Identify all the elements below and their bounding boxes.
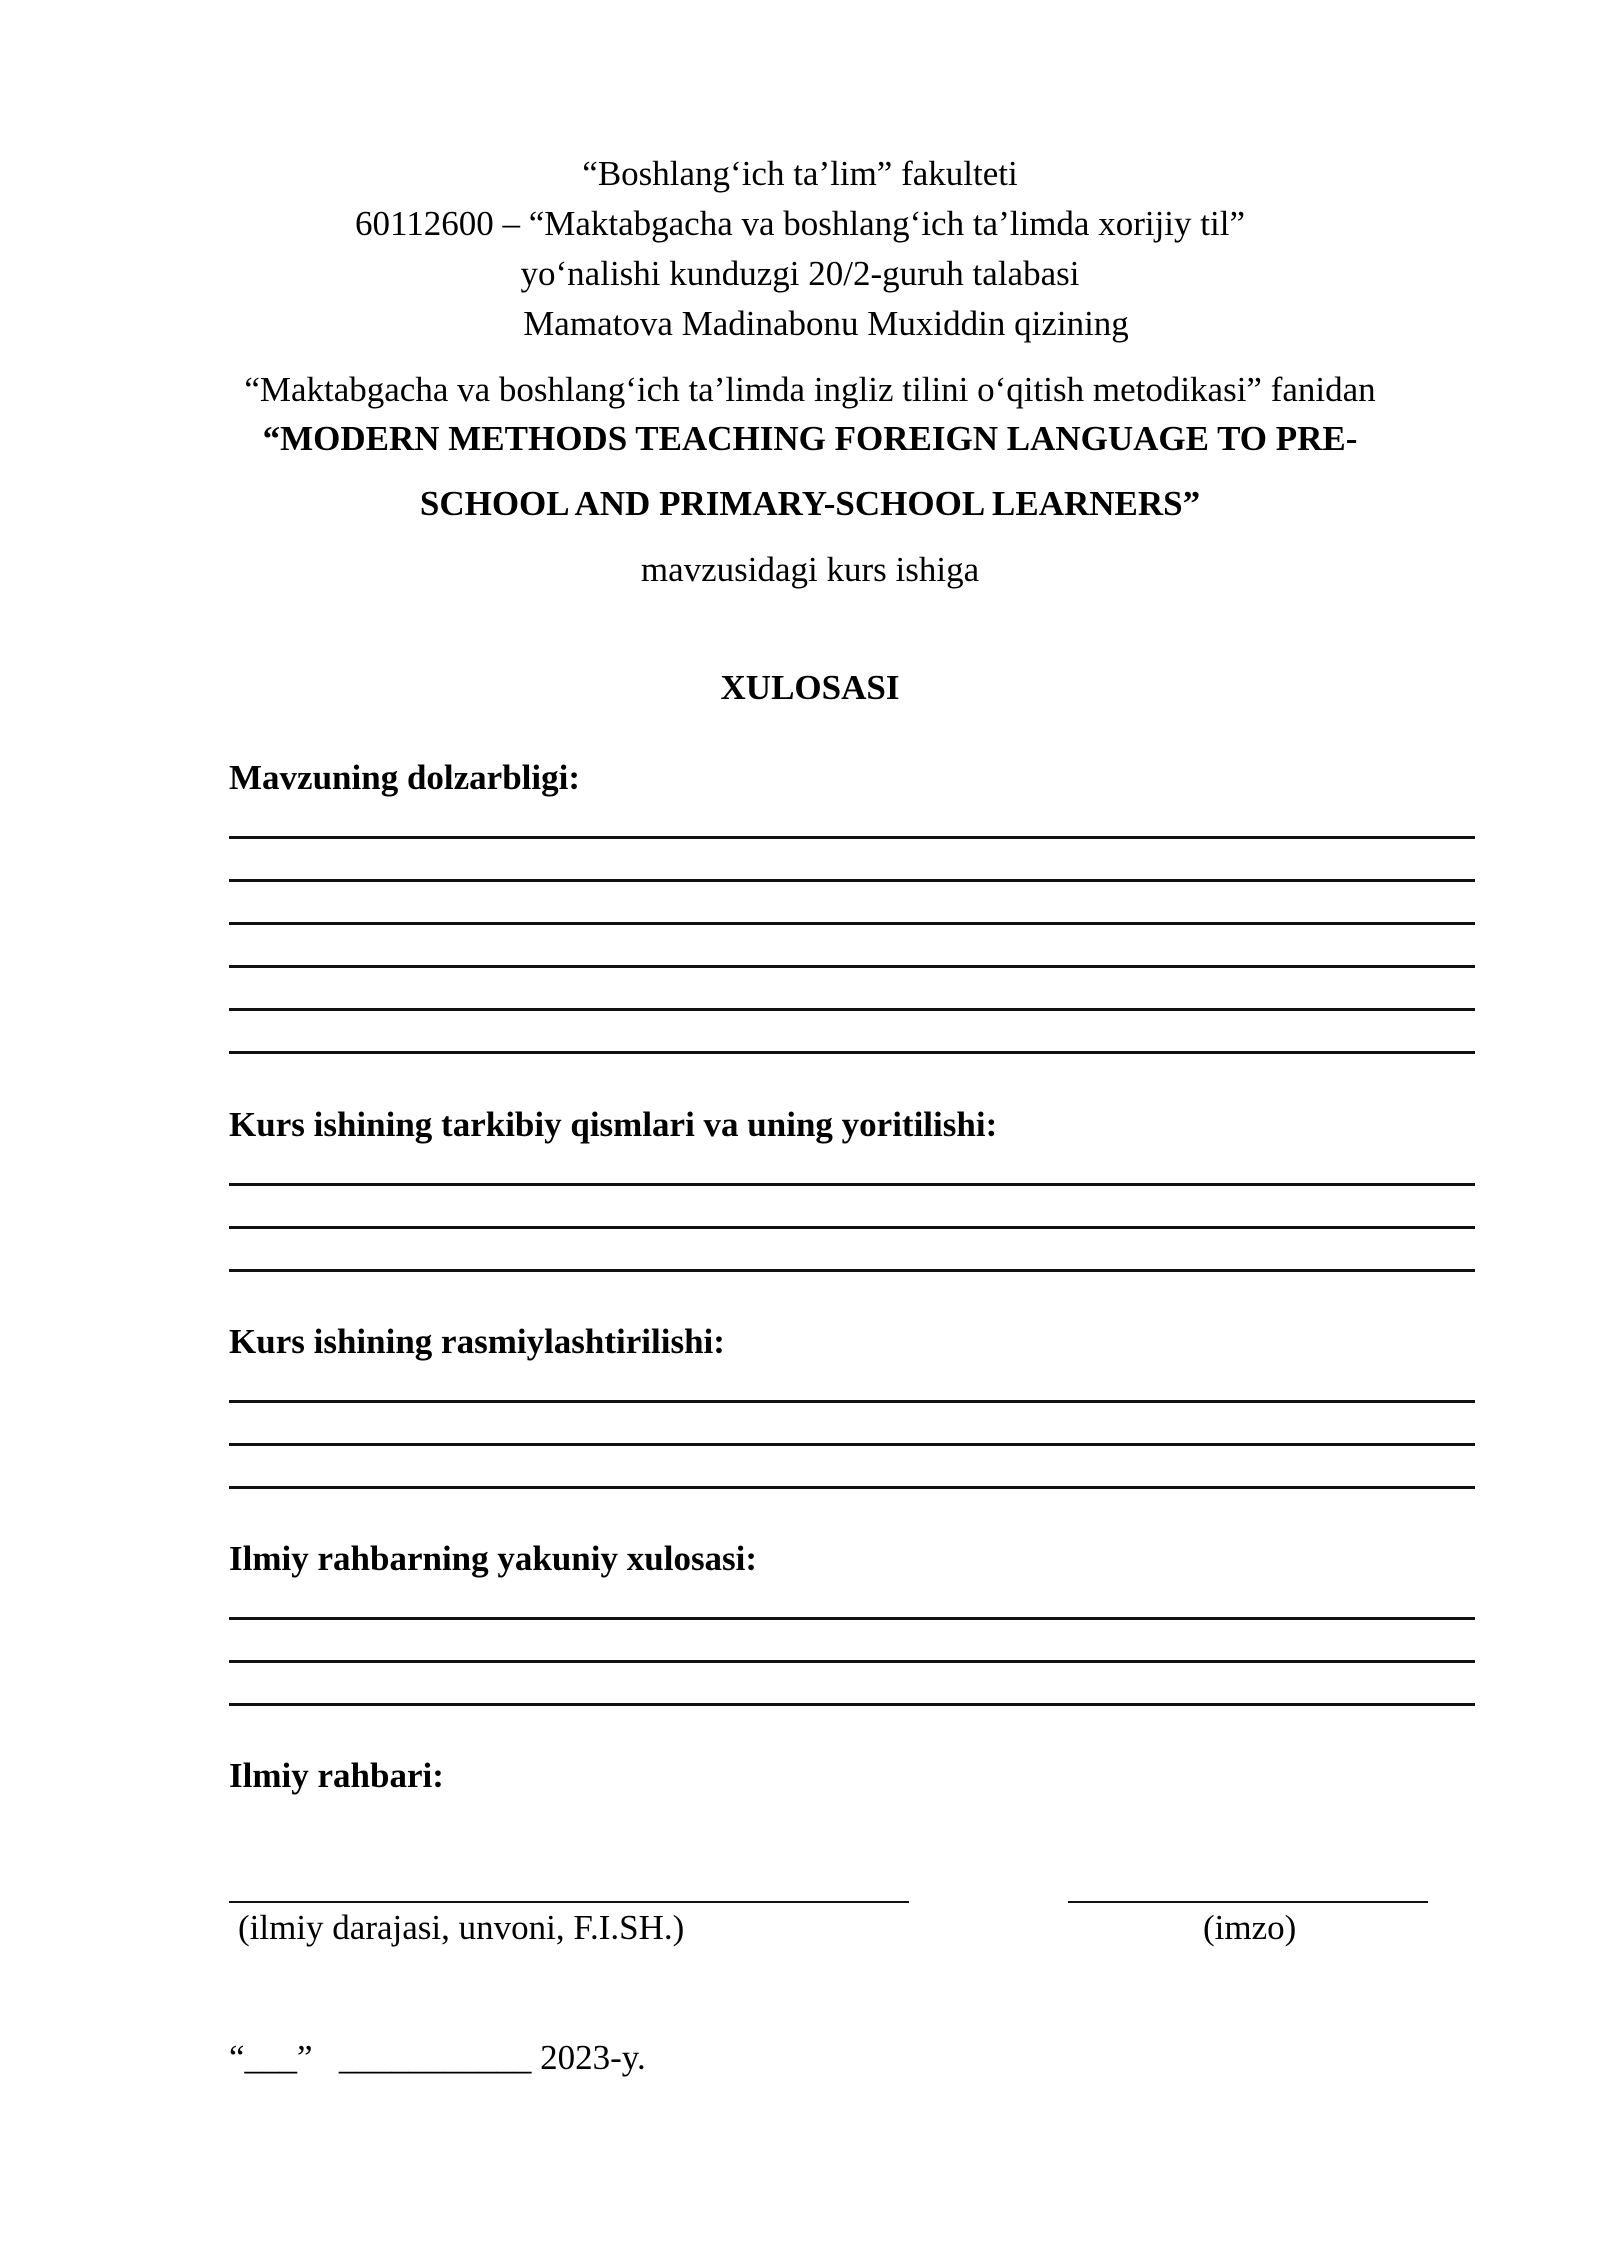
blank-line[interactable] xyxy=(229,1443,1475,1446)
date-line xyxy=(229,2036,646,2080)
blank-line[interactable] xyxy=(229,1008,1475,1011)
section-heading-structure: Kurs ishining tarkibiy qismlari va uning yoritilishi: xyxy=(229,1105,998,1144)
blank-line[interactable] xyxy=(229,1703,1475,1706)
blank-line[interactable] xyxy=(229,922,1475,925)
direction-line: yo‘nalishi kunduzgi 20/2-guruh talabasi xyxy=(520,254,1080,293)
blank-line[interactable] xyxy=(229,1486,1475,1489)
section-heading-relevance: Mavzuning dolzarbligi: xyxy=(229,758,580,797)
blank-line[interactable] xyxy=(229,1400,1475,1403)
program-line: 60112600 – “Maktabgacha va boshlang‘ich ta’limda xorijiy til” xyxy=(355,204,1245,243)
blank-line[interactable] xyxy=(229,1226,1475,1229)
student-name-line: Mamatova Madinabonu Muxiddin qizining xyxy=(523,304,1129,343)
supervisor-name-line[interactable] xyxy=(229,1901,909,1903)
blank-line[interactable] xyxy=(229,965,1475,968)
date-close-quote: ” xyxy=(297,2038,313,2077)
subject-line: “Maktabgacha va boshlang‘ich ta’limda ingliz tilini o‘qitish metodikasi” fanidan xyxy=(244,370,1376,409)
date-year: 2023-y. xyxy=(540,2038,646,2077)
date-day-blank[interactable]: ___ xyxy=(244,2038,298,2077)
topic-suffix-line: mavzusidagi kurs ishiga xyxy=(640,550,980,589)
date-month-blank[interactable]: ___________ xyxy=(338,2038,532,2077)
faculty-line: “Boshlang‘ich ta’lim” fakulteti xyxy=(582,154,1018,193)
supervisor-name-caption: (ilmiy darajasi, unvoni, F.I.SH.) xyxy=(238,1908,685,1947)
topic-title-line-1: “MODERN METHODS TEACHING FOREIGN LANGUAGE TO PRE- xyxy=(262,419,1358,458)
blank-line[interactable] xyxy=(229,836,1475,839)
topic-title-line-2: SCHOOL AND PRIMARY-SCHOOL LEARNERS” xyxy=(419,484,1201,523)
date-open-quote: “ xyxy=(229,2038,245,2077)
blank-line[interactable] xyxy=(229,1660,1475,1663)
signature-caption: (imzo) xyxy=(1203,1908,1297,1947)
document-title: XULOSASI xyxy=(720,668,900,707)
signature-line[interactable] xyxy=(1068,1901,1428,1903)
supervisor-heading: Ilmiy rahbari: xyxy=(229,1756,444,1795)
blank-line[interactable] xyxy=(229,1617,1475,1620)
blank-line[interactable] xyxy=(229,1269,1475,1272)
section-heading-final-conclusion: Ilmiy rahbarning yakuniy xulosasi: xyxy=(229,1539,758,1578)
blank-line[interactable] xyxy=(229,1183,1475,1186)
blank-line[interactable] xyxy=(229,1051,1475,1054)
blank-line[interactable] xyxy=(229,879,1475,882)
section-heading-formatting: Kurs ishining rasmiylashtirilishi: xyxy=(229,1322,725,1361)
